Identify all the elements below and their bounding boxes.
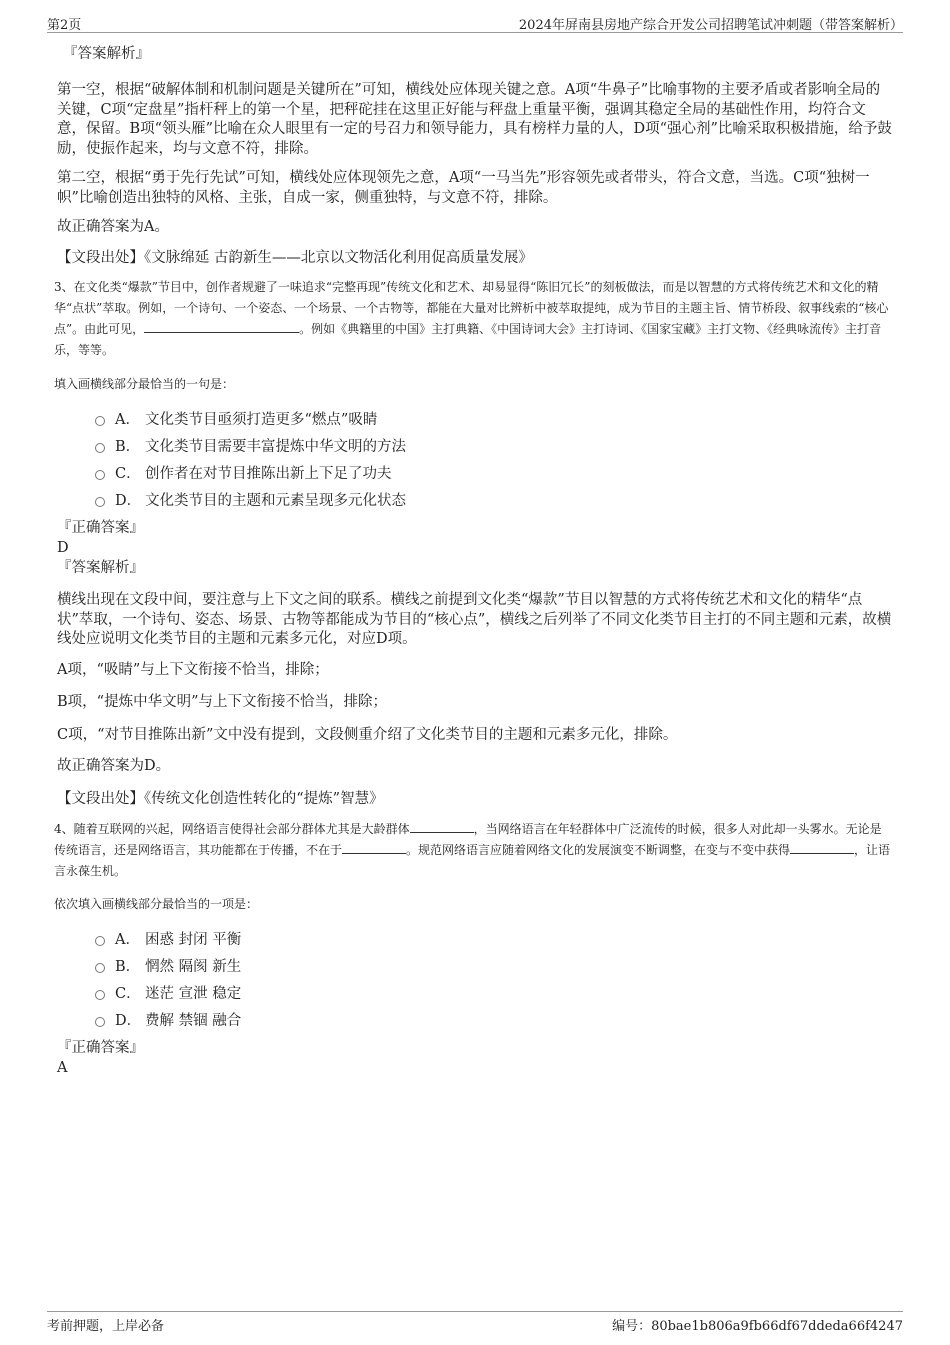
radio-icon[interactable] (95, 990, 105, 1000)
option-d[interactable]: D． 费解 禁锢 融合 (95, 1006, 893, 1033)
document-title: 2024年屏南县房地产综合开发公司招聘笔试冲刺题（带答案解析） (518, 18, 903, 33)
answer-value: D (57, 540, 69, 556)
answer-label: 『正确答案』 (57, 1040, 144, 1056)
answer-blank (342, 841, 406, 854)
analysis-paragraph: C项，“对节目推陈出新”文中没有提到，文段侧重介绍了文化类节目的主题和元素多元化，排除。 (57, 726, 678, 743)
analysis-paragraph: B项，“提炼中华文明”与上下文衔接不恰当，排除； (57, 694, 387, 710)
question-stem: 3、在文化类“爆款”节目中，创作者规避了一味追求“完整再现”传统文化和艺术、却易显得“陈旧冗长”的刻板做法，而是以智慧的方式将传统艺术和文化的精华“点状”萃取。例如，一个诗句、一个姿态、一个场景、一个古物等，都能在大量对比辨析中被萃取提纯，成为节目的主题主旨、情节桥段、叙事线索的“核心点”。由此可见， 。例如《典籍里的中国》主打典籍、《中国诗词大会》主打诗词、《国家宝藏》主打文物、《经典咏流传》主打音乐，等等。 (54, 280, 889, 357)
source-citation: 【文段出处】《传统文化创造性转化的“提炼”智慧》 (57, 790, 384, 807)
q2-analysis-section (57, 44, 893, 268)
analysis-paragraph: A项，“吸睛”与上下文衔接不恰当，排除； (57, 661, 329, 678)
source-citation: 【文段出处】《文脉绵延 古韵新生——北京以文物活化利用促高质量发展》 (57, 249, 533, 266)
radio-icon[interactable] (95, 963, 105, 973)
radio-icon[interactable] (95, 443, 105, 453)
page-content (54, 44, 893, 1078)
answer-blank (144, 320, 299, 333)
option-b[interactable]: B． 文化类节目需要丰富提炼中华文明的方法 (95, 432, 893, 459)
answer-value: A (57, 1060, 68, 1076)
page-header (47, 12, 903, 33)
option-a[interactable]: A． 困惑 封闭 平衡 (95, 925, 893, 952)
question-4 (54, 819, 893, 1078)
page-footer (47, 1311, 903, 1336)
analysis-paragraph: 第二空，根据“勇于先行先试”可知，横线处应体现领先之意，A项“一马当先”形容领先或者带头，符合文意，当选。C项“独树一帜”比喻创造出独特的风格、主张，自成一家，侧重独特，与文意不符，排除。 (57, 170, 870, 206)
option-b[interactable]: B． 惘然 隔阂 新生 (95, 952, 893, 979)
option-a[interactable]: A． 文化类节目亟须打造更多“燃点”吸睛 (95, 405, 893, 432)
question-prompt: 填入画横线部分最恰当的一句是： (54, 377, 235, 391)
answer-blank (410, 820, 474, 833)
options-list (57, 925, 893, 1033)
radio-icon[interactable] (95, 497, 105, 507)
page-number: 第2页 (47, 18, 82, 33)
option-d[interactable]: D． 文化类节目的主题和元素呈现多元化状态 (95, 486, 893, 513)
document-id: 编号：80bae1b806a9fb66df67ddeda66f4247 (612, 1319, 903, 1334)
radio-icon[interactable] (95, 416, 105, 426)
footer-slogan: 考前押题，上岸必备 (47, 1319, 165, 1334)
answer-blank (790, 841, 854, 854)
analysis-paragraph: 横线出现在文段中间，要注意与上下文之间的联系。横线之前提到文化类“爆款”节目以智慧的方式将传统艺术和文化的精华“点状”萃取，一个诗句、姿态、场景、古物等都能成为节目的“核心点”，横线之后列举了不同文化类节目主打的不同主题和元素，故横线处应说明文化类节目的主题和元素多元化，对应D项。 (57, 592, 892, 647)
question-3 (54, 277, 893, 809)
answer-label: 『正确答案』 (57, 520, 144, 536)
option-c[interactable]: C． 创作者在对节目推陈出新上下足了功夫 (95, 459, 893, 486)
question-stem: 4、随着互联网的兴起，网络语言使得社会部分群体尤其是大龄群体 ，当网络语言在年轻群体中广泛流传的时候，很多人对此却一头雾水。无论是传统语言，还是网络语言，其功能都在于传播，不在于 。规范网络语言应随着网络文化的发展演变不断调整，在变与不变中获得 ，让语言永葆生机。 (54, 822, 891, 878)
question-prompt: 依次填入画横线部分最恰当的一项是： (54, 897, 259, 911)
option-c[interactable]: C． 迷茫 宣泄 稳定 (95, 979, 893, 1006)
analysis-label: 『答案解析』 (57, 560, 144, 576)
analysis-label: 『答案解析』 (63, 46, 150, 62)
radio-icon[interactable] (95, 1017, 105, 1027)
analysis-paragraph: 第一空，根据“破解体制和机制问题是关键所在”可知，横线处应体现关键之意。A项“牛鼻子”比喻事物的主要矛盾或者影响全局的关键，C项“定盘星”指杆秤上的第一个星，把秤砣挂在这里正好能与秤盘上重量平衡，强调其稳定全局的基础性作用，均符合文意，保留。B项“领头雁”比喻在众人眼里有一定的号召力和领导能力，具有榜样力量的人，D项“强心剂”比喻采取积极措施，给予鼓励，使振作起来，均与文意不符，排除。 (57, 82, 892, 157)
conclusion: 故正确答案为D。 (57, 758, 171, 774)
radio-icon[interactable] (95, 470, 105, 480)
conclusion: 故正确答案为A。 (57, 219, 169, 235)
radio-icon[interactable] (95, 936, 105, 946)
options-list (57, 405, 893, 513)
